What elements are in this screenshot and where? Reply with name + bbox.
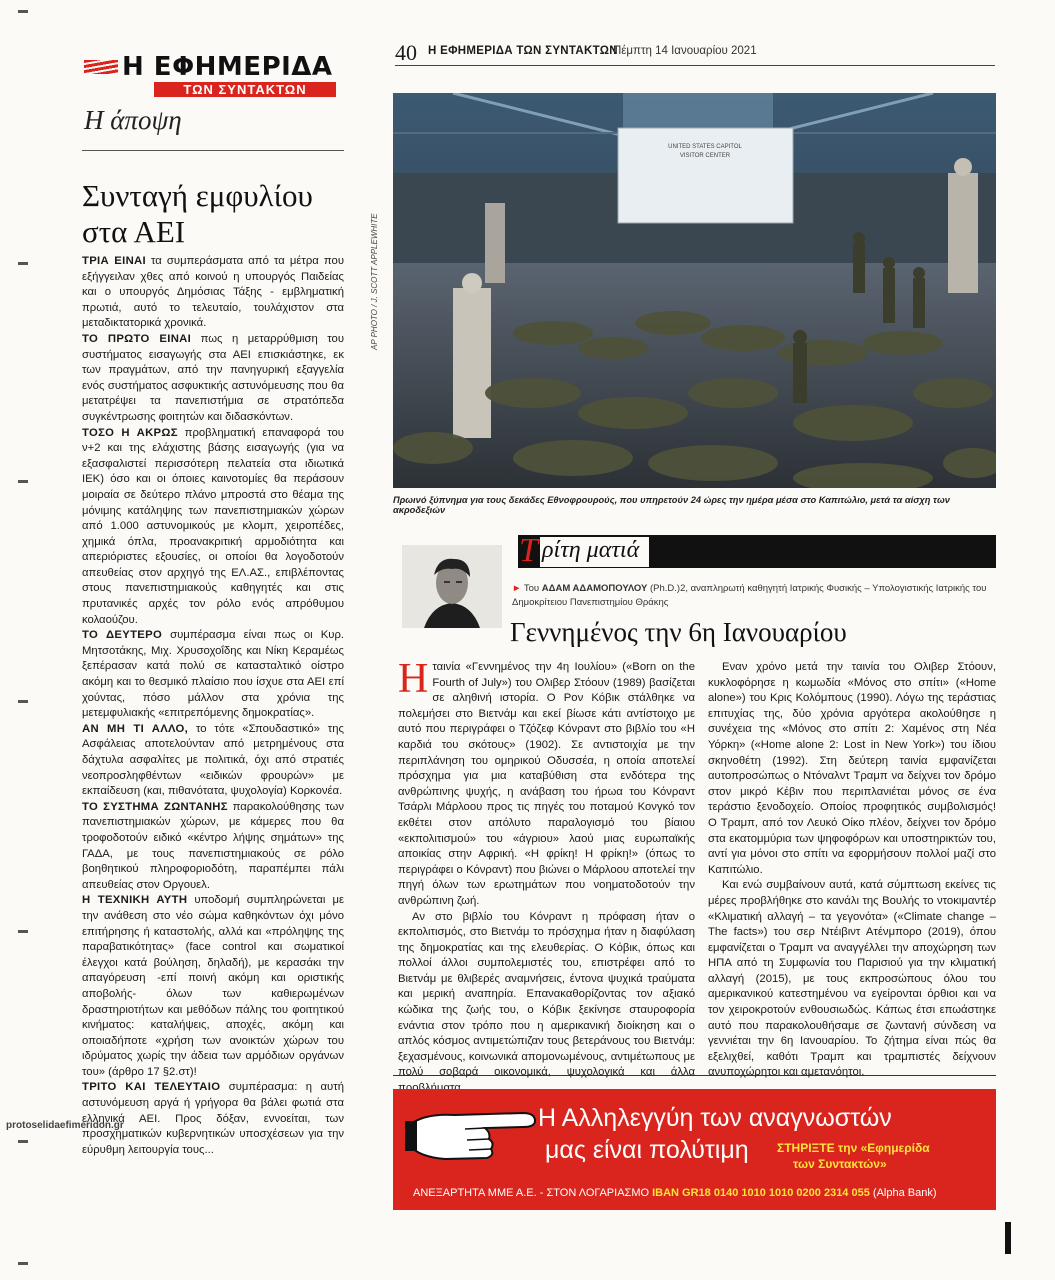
drop-cap: Η — [398, 656, 429, 702]
column-byline: ► Του ΑΔΑΜ ΑΔΑΜΟΠΟΥΛΟΥ (Ph.D.)2, αναπληρωτή καθηγητή Ιατρικής Φυσικής – Υπολογιστικής Ιατρικής του Δημοκρίτειου Πανεπιστημίου Θράκης — [512, 583, 987, 608]
opinion-headline: Συνταγή εμφυλίου στα ΑΕΙ — [82, 178, 313, 249]
logo-sub-text: ΤΩΝ ΣΥΝΤΑΚΤΩΝ — [154, 82, 336, 97]
opinion-paragraph: Η ΤΕΧΝΙΚΗ ΑΥΤΗ υποδομή συμπληρώνεται με την ανάθεση στο νέο σώμα καθηκόντων όχι μόνο επιτήρησης ή καταστολής, αλλά και «πρόληψης της παραβατικότητας» (face control και σωματικοί έλεγχοι κατά βούληση, δηλαδή), με κερασάκι την απαγόρευση -επί ποινή ακόμη και οριστικής αποβολής- όλων των καθιερωμένων δραστηριοτήτων και μεθόδων πάλης του φοιτητικού κινήματος: καταλήψεις, αποχές, ακόμη και οποιαδήποτε «χρήση των ανοικτών χώρων του ιδρύματος χωρίς την άδεια των αρμόδιων οργάνων του» (άρθρο 17 §2.στ)! — [82, 894, 345, 1078]
column-title: ρίτη ματιά — [540, 537, 649, 567]
ad-cta-line-2: των Συντακτών» — [793, 1157, 887, 1171]
divider — [82, 150, 344, 151]
scan-mark — [18, 1140, 28, 1143]
opinion-paragraph: ΤΡΙΑ ΕΙΝΑΙ τα συμπεράσματα από τα μέτρα που εξήγγειλαν χθες από κοινού η υπουργός Παιδείας και ο υπουργός Δημόσιας Τάξης - εμβληματική πρωτιά, αυτό το τελευταίο, τουλάχιστον στα μεταδικτατορικά χρονικά. — [82, 255, 344, 330]
scan-mark — [1005, 1222, 1011, 1254]
scan-mark — [18, 1262, 28, 1265]
watermark: protoselidaefimeridon.gr — [6, 1120, 124, 1131]
opinion-paragraph: ΑΝ ΜΗ ΤΙ ΑΛΛΟ, το τότε «Σπουδαστικό» της Ασφάλειας αποτελούνταν από μετρημένους στα δάχτυλα ασφαλίτες με πολιτικά, όχι από στρατιές νεοπροσληφθέντων «ειδικών φρουρών» με εκπαίδευση (και, πιθανότατα, ψυχολογία) Κορκονέα. — [82, 722, 344, 798]
column-paragraph: Αν στο βιβλίο του Κόνραντ η πρόφαση ήταν ο εκπολιτισμός, στο Βιετνάμ το πρόσχημα ήταν η διαφύλαση της δημοκρατίας και της ελευθερίας. Ο Κόβικ, όπως και πολλοί άλλοι συμπολεμιστές του, επιστρέφει από το Βιετνάμ με θλιβερές αναμνήσεις, έντονα ψυχικά τραύματα και μερική αναπηρία. Επανακαθορίζοντας τον αξιακό κώδικα της ζωής του, ο Κόβικ ξεκίνησε σταυροφορία ενάντια στον τρόπο που η αμερικανική διοίκηση και ο απλός κόσμος αντιμετώπιζαν τους βετεράνους του Βιετνάμ: ξεχασμένους, κοινωνικά απομονωμένους, αντιμέτωπους με πολύ σοβαρά οικονομικά, ψυχολογικά και άλλα — [398, 910, 695, 1079]
opinion-body — [82, 254, 344, 1158]
masthead-logo — [84, 52, 346, 97]
scan-mark — [18, 10, 28, 13]
photo-caption: Πρωινό ξύπνημα για τους δεκάδες Εθνοφρουρούς, που υπηρετούν 24 ώρες την ημέρα μέσα στο Καπιτώλιο, μετά τα αίσχη των ακροδεξιών — [393, 495, 950, 515]
column-paragraph: Εναν χρόνο μετά την ταινία του Ολιβερ Στόουν, κυκλοφόρησε η κωμωδία «Μόνος στο σπίτι» («Home alone») του Κρις Κολόμπους (1990). Λόγω της τεράστιας επιτυχίας της, δύο χρόνια αργότερα ακολούθησε η συνέχεια της «Μόνος στο σπίτι 2: Χαμένος στη Νέα Υόρκη» («Home alone 2: Lost in New York») του ίδιου σκηνοθέτη (1992). Στη δεύτερη ταινία εμφανίζεται αυτοπροσώπως ο Ντόναλντ Τραμπ να δείχνει τον δρόμο στον μικρό Κέβιν που περιπλανιέται μόνος σε ένα τεράστιο ξενοδοχείο. Οποίος προφητικός συμβολισμός! Ο Τραμπ, από τον Λευκό Οίκο πλέον, δείχνει τον δρόμο στα εκατομμύρια των ψηφοφόρων και υποστηρικτών του, αντί για μόνοι στο σπίτι να εφορμήσουν πολλοί μαζί στο Καπιτώλιο. — [708, 661, 996, 876]
column-body-left — [398, 656, 695, 1097]
column-headline: Γεννημένος την 6η Ιανουαρίου — [510, 617, 847, 647]
opinion-paragraph: ΤΟΣΟ Η ΑΚΡΩΣ προβληματική επαναφορά του ν+2 και της ελάχιστης βάσης εισαγωγής (για να εξασφαλιστεί περισσότερη πελατεία στα ιδιωτικά ΙΕΚ) όσο και οι όποιες καινοτομίες θα περάσουν μοιραία σε δεύτερο πλάνο μπροστά στο θέαμα της μόνιμης κατάληψης των πανεπιστημιακών χώρων από 1.000 αστυνομικούς με κλομπ, χειροπέδες, χημικά όπλα, προανακριτική αρμοδιότητα και απεριόριστες εξουσίες, οι οποίοι θα λογοδοτούν απευθείας στον αρχηγό της ΕΛ.ΑΣ., επιβλέποντας στους πανεπιστημιακούς καθηγητές και στις πρυτανικές αρχές τον ρόλο ενός απρόθυμου κολαούζου. — [82, 426, 344, 626]
opinion-paragraph: ΤΡΙΤΟ ΚΑΙ ΤΕΛΕΥΤΑΙΟ συμπέρασμα: η αυτή αστυνόμευση αργά ή γρήγορα θα βάλει φωτιά στα ελληνικά ΑΕΙ. Προς δόξαν, εννοείται, των προσχηματικών κυβερνητικών υποσχέσεων για την εύρυθμη λειτουργία τους... — [82, 1081, 344, 1156]
column-paragraph: Ηταινία «Γεννημένος την 4η Ιουλίου» («Born on the Fourth of July») του Ολιβερ Στόουν (1989) βασίζεται σε αληθινή ιστορία. Ο Ρον Κόβικ στάλθηκε να πολεμήσει στο Βιετνάμ και εκεί βίωσε κάτι αντίστοιχο με αυτό που περιγράφει ο Τζόζεφ Κόνραντ στο βιβλίο του «Η καρδιά του σκότους» (1902). Σε αντιστοιχία με την περιπλάνηση του ομηρικού Οδυσσέα, η οποία αποτελεί πρόσχημα για μια καταβύθιση στα ενδότερα της ανθρώπινης ψυχής, η ανάβαση του ήρωα του Κόνραντ Τσάρλι Μάρλοου προς τις πηγές του ποταμού Κονγκό τον εκθέτει στον απόλυτο παραλογισμό του βίαιου «εκπολιτισμού» του «άγριου» λαού μιας ευρωπαϊκής αποικίας στην Αφρική. «Η φρίκη! Η φρίκη!» (όπως το περιγράφει ο Κόνραντ) που βιώνει ο Μάρλοου αποτελεί την πηγή όλων των ερωτημάτων που νοηματοδοτούν την ανθρώπινη ζωή. — [398, 656, 695, 907]
ad-iban: IBAN GR18 0140 1010 1010 0200 2314 055 — [652, 1187, 870, 1199]
opinion-paragraph: ΤΟ ΣΥΣΤΗΜΑ ΖΩΝΤΑΝΗΣ παρακολούθησης των πανεπιστημιακών χώρων, με κάμερες που θα τροφοδοτούν ειδικό «κέντρο λήψης σημάτων» της ΓΑΔΑ, με τους πανεπιστημιακούς σε ρόλο βοηθητικού πληροφοριοδότη, παραπέμπει πάλι απευθείας στον Οργουελ. — [82, 800, 344, 891]
divider — [393, 1075, 996, 1076]
capitol-photo-image — [393, 93, 996, 488]
scan-mark — [18, 700, 28, 703]
header-divider — [395, 65, 995, 66]
ad-bank-details: ΑΝΕΞΑΡΤΗΤΑ ΜΜΕ Α.Ε. - ΣΤΟΝ ΛΟΓΑΡΙΑΣΜΟ IBAN GR18 0140 1010 1010 0200 2314 055 (Alpha Bank) — [413, 1187, 937, 1199]
byline-arrow-icon: ► — [512, 583, 522, 594]
pointing-hand-icon — [405, 1095, 545, 1165]
paper-name: Η ΕΦΗΜΕΡΙΔΑ ΤΩΝ ΣΥΝΤΑΚΤΩΝ — [428, 45, 618, 57]
author-portrait-image — [402, 545, 502, 628]
ad-cta-line-1: ΣΤΗΡΙΞΤΕ την «Εφημερίδα — [777, 1141, 930, 1155]
ad-title-line-1: Η Αλληλεγγύη των αναγνωστών — [538, 1104, 892, 1132]
opinion-paragraph: ΤΟ ΔΕΥΤΕΡΟ συμπέρασμα είναι πως οι Κυρ. Μητσοτάκης, Μιχ. Χρυσοχοΐδης και Νίκη Κεραμέως ξεπέρασαν κατά πολύ σε κατασταλτικό οίστρο ακόμη και το θεσμικό πλαίσιο που ίσχυε στα ΑΕΙ επί χούντας, πόσο μάλλον στα χρόνια της μετεμφυλιακής «επιτρεπόμενης δημοκρατίας». — [82, 629, 345, 720]
opinion-paragraph: ΤΟ ΠΡΩΤΟ ΕΙΝΑΙ πως η μεταρρύθμιση του συστήματος εισαγωγής στα ΑΕΙ επισκιάστηκε, εκ των πραγμάτων, από την πανηγυρική εξαγγελία ενός συστήματος ασφυκτικής αστυνόμευσης που θα μετατρέψει τα πανεπιστήμια σε στρατόπεδα συγκέντρωσης φοιτητών και διδασκόντων. — [82, 332, 344, 423]
logo-main-text: Η ΕΦΗΜΕΡΙΔΑ — [122, 52, 333, 82]
section-title: Η άποψη — [84, 105, 182, 135]
capitol-photo — [393, 93, 996, 488]
column-title-initial: Τ — [519, 532, 538, 569]
scan-mark — [18, 930, 28, 933]
scan-mark — [18, 262, 28, 265]
ad-title-line-2: μας είναι πολύτιμη — [545, 1136, 749, 1164]
sign-line-1: UNITED STATES CAPITOL — [668, 144, 742, 150]
author-name: ΑΔΑΜ ΑΔΑΜΟΠΟΥΛΟΥ — [541, 583, 648, 594]
photo-credit: AP PHOTO / J. SCOTT APPLEWHITE — [370, 213, 379, 350]
column-body-right — [708, 660, 996, 1081]
issue-date: Πέμπτη 14 Ιανουαρίου 2021 — [613, 45, 757, 57]
scan-mark — [18, 480, 28, 483]
page-number: 40 — [395, 40, 417, 65]
author-avatar — [402, 545, 502, 628]
sign-line-2: VISITOR CENTER — [679, 153, 731, 159]
column-paragraph: Και ενώ συμβαίνουν αυτά, κατά σύμπτωση εκείνες τις μέρες προβλήθηκε στο κανάλι της Βουλής το ντοκιμαντέρ «Κλιματική αλλαγή – τα γεγονότα» («Climate change – The facts») του σερ Ντέιβιντ Ατένμπορο (2019), όπου εμφανίζεται ο Τραμπ να αναγγέλλει την αποχώρηση των ΗΠΑ από τη Συμφωνία του Παρισιού για την κλιματική αλλαγή (2015), με τους εκπροσώπους όλου του αμερικανικού κατεστημένου να εγείρονται όρθιοι και να τον χειροκροτούν ενθουσιωδώς. Κάπως έτσι επωάστηκε αυτό που παρακολουθήσαμε σε ζωντανή σύνδεση να γεννιέται την 6η Ιανουαρίου. Το ζήτημα είναι πώς θα εξελιχθεί, καθότι Τραμπ και τραμπιστές δείχνουν ανυποχώρητοι και αμετανόητοι. — [708, 879, 996, 1079]
logo-stripes-icon — [84, 60, 118, 74]
